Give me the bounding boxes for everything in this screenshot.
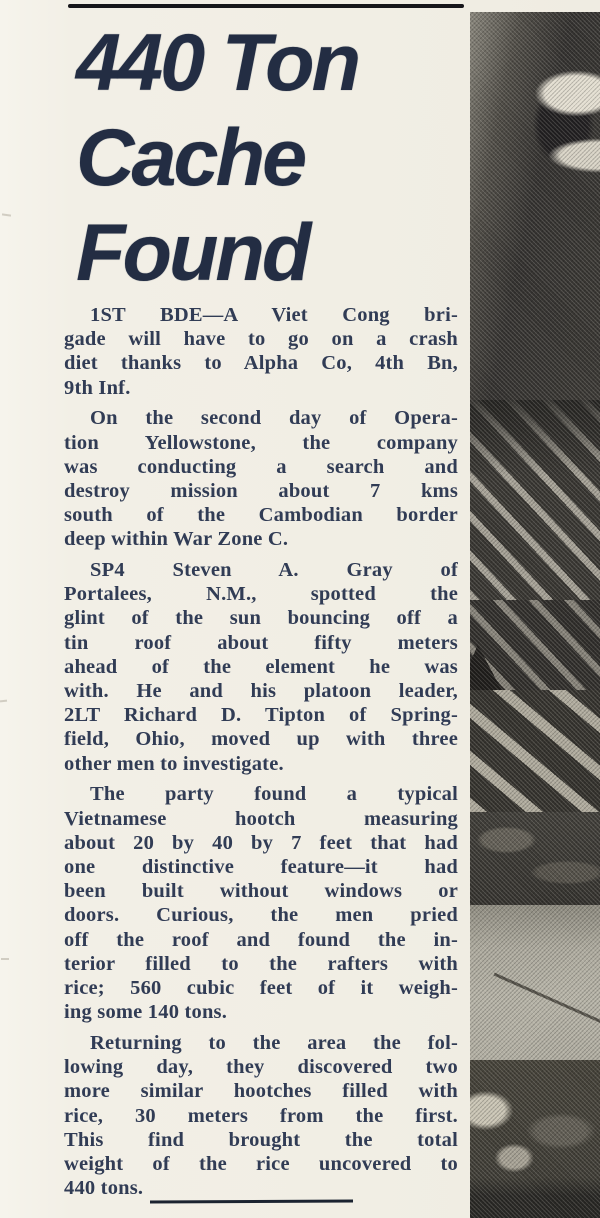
article-line: Vietnamese hootch measuring xyxy=(64,807,458,830)
article-paragraph xyxy=(64,558,458,776)
photo-light-ground xyxy=(470,905,600,1060)
photo-stick xyxy=(493,973,600,1033)
article-line: one distinctive feature—it had xyxy=(64,855,458,878)
article-paragraph xyxy=(64,1031,458,1200)
article-line: about 20 by 40 by 7 feet that had xyxy=(64,831,458,854)
top-rule xyxy=(68,4,464,8)
article-line: This find brought the total xyxy=(64,1128,458,1151)
article-line: glint of the sun bouncing off a xyxy=(64,607,458,630)
article-line: Portalees, N.M., spotted the xyxy=(64,583,458,606)
scan-artifact xyxy=(0,700,7,703)
article-line: 2LT Richard D. Tipton of Spring- xyxy=(64,704,458,727)
article-line: ahead of the element he was xyxy=(64,655,458,678)
article-paragraph xyxy=(64,303,458,400)
article-line: Returning to the area the fol- xyxy=(90,1031,458,1054)
headline-line: 440 Ton xyxy=(76,18,359,108)
article-line: was conducting a search and xyxy=(64,455,458,478)
article-line: ing some 140 tons. xyxy=(64,1001,228,1024)
article-line: 9th Inf. xyxy=(64,376,131,399)
photo-thatch-stripes xyxy=(470,400,600,600)
photo-foliage-area xyxy=(470,1060,600,1218)
scan-artifact xyxy=(2,213,11,216)
article-line: other men to investigate. xyxy=(64,752,284,775)
article-line: south of the Cambodian border xyxy=(64,504,458,527)
article-line: off the roof and found the in- xyxy=(64,928,458,951)
article-line: destroy mission about 7 kms xyxy=(64,479,458,502)
article-line: tin roof about fifty meters xyxy=(64,631,458,654)
photo-roof-gable xyxy=(470,600,600,690)
article-line: diet thanks to Alpha Co, 4th Bn, xyxy=(64,352,458,375)
article-line: lowing day, they discovered two xyxy=(64,1056,458,1079)
scan-artifact xyxy=(1,958,9,960)
article-line: with. He and his platoon leader, xyxy=(64,680,458,703)
photo-dark-area xyxy=(470,12,600,400)
article-line: rice; 560 cubic feet of it weigh- xyxy=(64,976,458,999)
article-line: The party found a typical xyxy=(90,783,458,806)
article-line: more similar hootches filled with xyxy=(64,1080,458,1103)
article-line: been built without windows or xyxy=(64,880,458,903)
article-line: doors. Curious, the men pried xyxy=(64,904,458,927)
headline-line: Cache xyxy=(76,113,305,203)
news-photo xyxy=(470,12,600,1218)
article-body xyxy=(64,303,458,1207)
article-line: 1ST BDE—A Viet Cong bri- xyxy=(90,304,458,326)
headline-line: Found xyxy=(76,208,309,298)
photo-dark-band xyxy=(470,812,600,905)
headline xyxy=(76,16,476,301)
article-line: deep within War Zone C. xyxy=(64,528,289,551)
article-paragraph xyxy=(64,782,458,1024)
article-line: rice, 30 meters from the first. xyxy=(64,1104,458,1127)
article-line: field, Ohio, moved up with three xyxy=(64,728,458,751)
photo-roof-edge-stripes xyxy=(470,690,600,812)
article-line: 440 tons. xyxy=(64,1177,144,1200)
article-line: weight of the rice uncovered to xyxy=(64,1152,458,1175)
article-line: gade will have to go on a crash xyxy=(64,328,458,351)
article-paragraph xyxy=(64,406,458,551)
article-line: tion Yellowstone, the company xyxy=(64,431,458,454)
article-line: On the second day of Opera- xyxy=(90,407,458,430)
article-line: terior filled to the rafters with xyxy=(64,952,458,975)
article-line: SP4 Steven A. Gray of xyxy=(90,559,458,582)
